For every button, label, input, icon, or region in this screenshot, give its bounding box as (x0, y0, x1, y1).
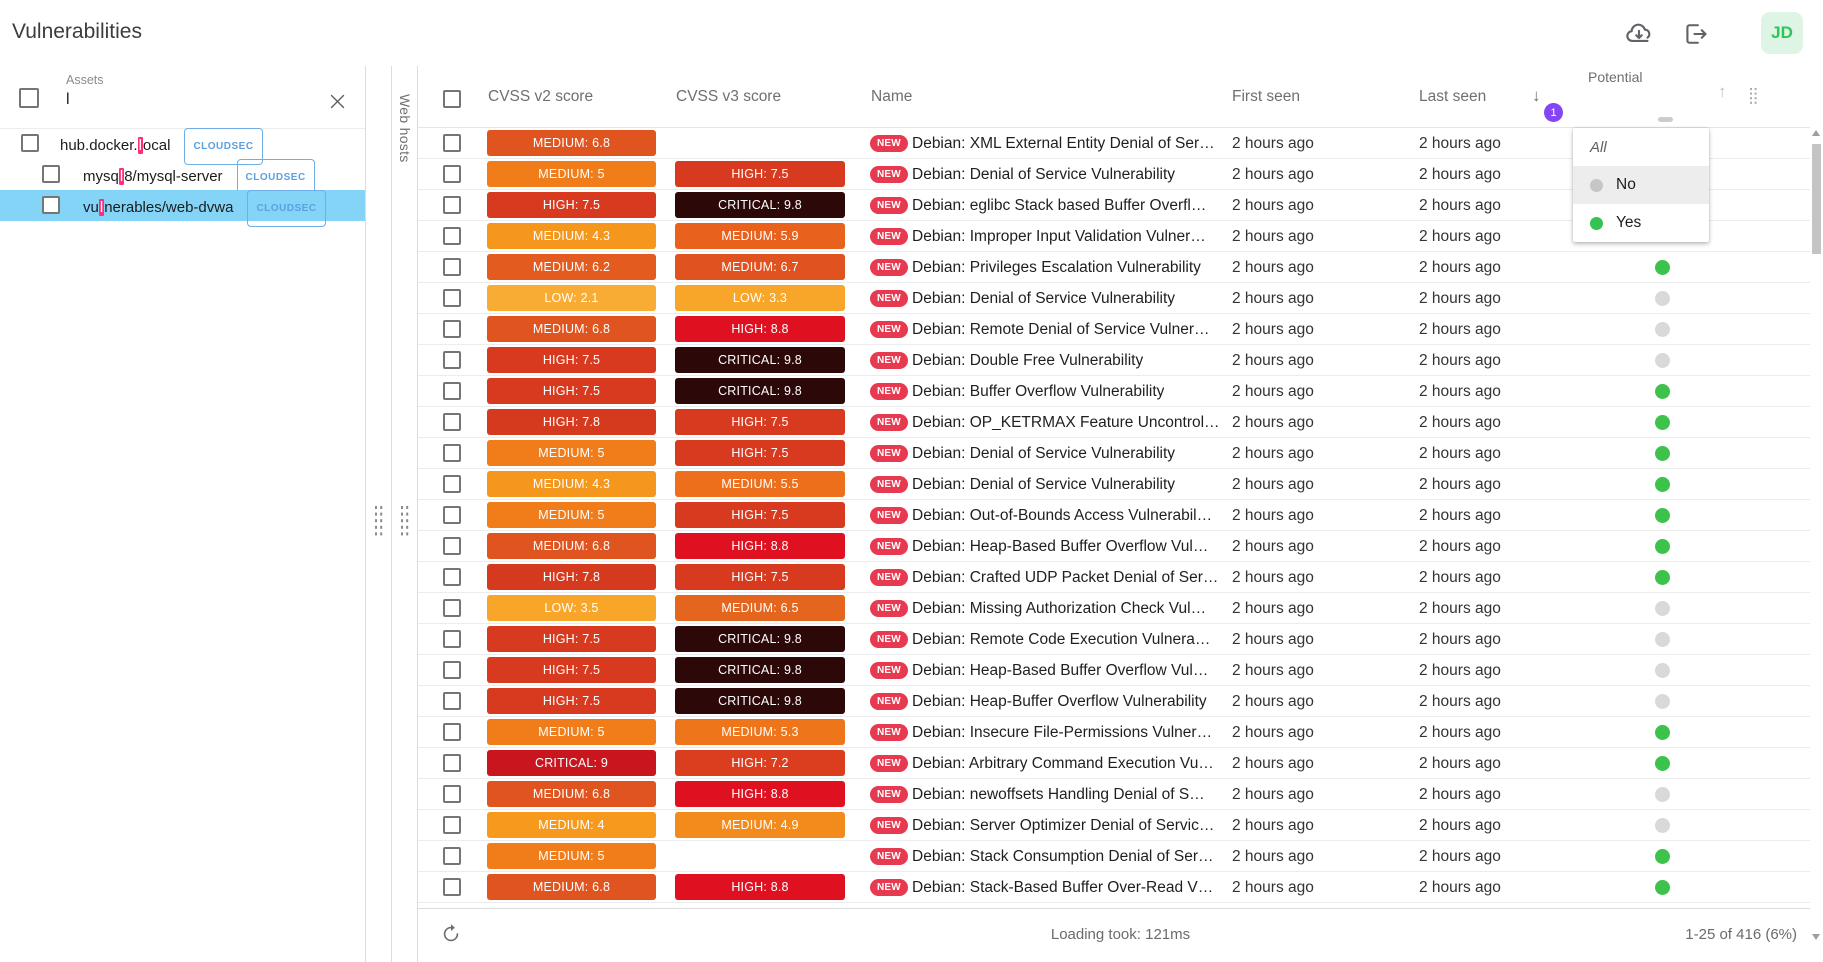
cvss-v2-badge: MEDIUM: 6.8 (487, 874, 656, 900)
potential-filter-menu (1573, 128, 1709, 242)
vulnerability-name: Debian: Double Free Vulnerability (912, 352, 1144, 369)
new-badge: NEW (870, 228, 908, 245)
column-grip-icon[interactable] (1750, 88, 1757, 105)
potential-dot (1655, 694, 1670, 709)
first-seen-value: 2 hours ago (1232, 817, 1314, 834)
row-checkbox[interactable] (443, 630, 461, 648)
vulnerability-name: Debian: Denial of Service Vulnerability (912, 290, 1176, 307)
vulnerability-name: Debian: Remote Code Execution Vulnera… (912, 631, 1211, 648)
table-row[interactable] (418, 283, 1810, 314)
potential-dot (1655, 353, 1670, 368)
potential-dot (1655, 415, 1670, 430)
cvss-v3-badge: CRITICAL: 9.8 (675, 378, 845, 404)
table-row[interactable] (418, 376, 1810, 407)
col-header-name[interactable]: Name (871, 88, 913, 105)
first-seen-value: 2 hours ago (1232, 879, 1314, 896)
potential-dot (1655, 756, 1670, 771)
row-checkbox[interactable] (443, 134, 461, 152)
table-row[interactable] (418, 500, 1810, 531)
first-seen-value: 2 hours ago (1232, 414, 1314, 431)
last-seen-value: 2 hours ago (1419, 166, 1501, 183)
new-badge: NEW (870, 693, 908, 710)
last-seen-value: 2 hours ago (1419, 724, 1501, 741)
cvss-v2-badge: MEDIUM: 6.2 (487, 254, 656, 280)
row-checkbox[interactable] (443, 320, 461, 338)
potential-filter-option[interactable] (1573, 166, 1709, 204)
cvss-v2-badge: MEDIUM: 5 (487, 843, 656, 869)
asset-tree-item[interactable] (0, 190, 365, 221)
cvss-v2-badge: MEDIUM: 6.8 (487, 130, 656, 156)
potential-dot (1655, 260, 1670, 275)
first-seen-value: 2 hours ago (1232, 631, 1314, 648)
new-badge: NEW (870, 414, 908, 431)
potential-dot (1655, 818, 1670, 833)
row-checkbox[interactable] (443, 506, 461, 524)
potential-dot (1655, 725, 1670, 740)
scrollbar-up-arrow-icon[interactable] (1812, 130, 1820, 136)
cvss-v3-badge: HIGH: 7.2 (675, 750, 845, 776)
table-row[interactable] (418, 345, 1810, 376)
potential-dot (1655, 384, 1670, 399)
last-seen-value: 2 hours ago (1419, 321, 1501, 338)
cvss-v3-badge: CRITICAL: 9.8 (675, 192, 845, 218)
new-badge: NEW (870, 817, 908, 834)
last-seen-value: 2 hours ago (1419, 693, 1501, 710)
sort-descending-icon[interactable]: ↓ (1532, 86, 1541, 105)
cvss-v3-badge: HIGH: 7.5 (675, 440, 845, 466)
potential-dot (1655, 539, 1670, 554)
table-row[interactable] (418, 531, 1810, 562)
vulnerability-name: Debian: Arbitrary Command Execution Vu… (912, 755, 1214, 772)
vulnerability-name: Debian: Heap-Buffer Overflow Vulnerability (912, 693, 1207, 710)
row-checkbox[interactable] (443, 165, 461, 183)
cvss-v2-badge: MEDIUM: 5 (487, 502, 656, 528)
cvss-v3-badge: MEDIUM: 5.9 (675, 223, 845, 249)
cvss-v3-badge: CRITICAL: 9.8 (675, 657, 845, 683)
new-badge: NEW (870, 166, 908, 183)
splitter-grip-icon[interactable] (375, 506, 383, 536)
cvss-v3-badge: HIGH: 8.8 (675, 316, 845, 342)
new-badge: NEW (870, 507, 908, 524)
row-checkbox[interactable] (443, 258, 461, 276)
new-badge: NEW (870, 352, 908, 369)
cvss-v2-badge: MEDIUM: 4.3 (487, 471, 656, 497)
cvss-v3-badge: HIGH: 8.8 (675, 533, 845, 559)
first-seen-value: 2 hours ago (1232, 538, 1314, 555)
cvss-v2-badge: MEDIUM: 4.3 (487, 223, 656, 249)
last-seen-value: 2 hours ago (1419, 786, 1501, 803)
cvss-v3-badge: HIGH: 8.8 (675, 874, 845, 900)
last-seen-value: 2 hours ago (1419, 259, 1501, 276)
last-seen-value: 2 hours ago (1419, 228, 1501, 245)
web-hosts-panel-label: Web hosts (397, 94, 413, 163)
row-checkbox[interactable] (443, 692, 461, 710)
last-seen-value: 2 hours ago (1419, 352, 1501, 369)
last-seen-value: 2 hours ago (1419, 414, 1501, 431)
assets-filter-input[interactable] (66, 91, 306, 109)
first-seen-value: 2 hours ago (1232, 321, 1314, 338)
first-seen-value: 2 hours ago (1232, 352, 1314, 369)
row-checkbox[interactable] (443, 413, 461, 431)
splitter-grip-icon[interactable] (401, 506, 409, 536)
table-row[interactable] (418, 407, 1810, 438)
asset-label: mysql8/mysql-server CLOUDSEC (83, 159, 315, 196)
last-seen-value: 2 hours ago (1419, 755, 1501, 772)
cvss-v3-badge: MEDIUM: 6.7 (675, 254, 845, 280)
last-seen-value: 2 hours ago (1419, 662, 1501, 679)
new-badge: NEW (870, 724, 908, 741)
new-badge: NEW (870, 476, 908, 493)
cvss-v3-badge: HIGH: 7.5 (675, 161, 845, 187)
first-seen-value: 2 hours ago (1232, 693, 1314, 710)
cvss-v3-badge: HIGH: 7.5 (675, 502, 845, 528)
vulnerability-name: Debian: Improper Input Validation Vulner… (912, 228, 1206, 245)
scrollbar-thumb[interactable] (1812, 144, 1821, 254)
cvss-v2-badge: LOW: 3.5 (487, 595, 656, 621)
avatar[interactable]: JD (1761, 12, 1803, 54)
vulnerability-name: Debian: Remote Denial of Service Vulner… (912, 321, 1210, 338)
potential-dot (1655, 880, 1670, 895)
potential-dot (1655, 291, 1670, 306)
last-seen-value: 2 hours ago (1419, 538, 1501, 555)
cvss-v3-badge: LOW: 3.3 (675, 285, 845, 311)
clear-filter-icon[interactable] (326, 90, 348, 112)
cvss-v2-badge: MEDIUM: 6.8 (487, 316, 656, 342)
new-badge: NEW (870, 445, 908, 462)
row-checkbox[interactable] (443, 382, 461, 400)
last-seen-value: 2 hours ago (1419, 507, 1501, 524)
assets-tree (0, 128, 365, 221)
cvss-v3-badge: MEDIUM: 5.5 (675, 471, 845, 497)
table-row[interactable] (418, 655, 1810, 686)
cvss-v2-badge: HIGH: 7.5 (487, 192, 656, 218)
new-badge: NEW (870, 631, 908, 648)
first-seen-value: 2 hours ago (1232, 786, 1314, 803)
potential-dot (1655, 787, 1670, 802)
cvss-v3-badge: CRITICAL: 9.8 (675, 688, 845, 714)
row-checkbox[interactable] (443, 847, 461, 865)
vulnerability-name: Debian: Stack-Based Buffer Over-Read V… (912, 879, 1214, 896)
potential-dot (1655, 632, 1670, 647)
last-seen-value: 2 hours ago (1419, 848, 1501, 865)
cloud-download-icon[interactable] (1622, 17, 1656, 51)
vulnerability-name: Debian: Missing Authorization Check Vul… (912, 600, 1207, 617)
first-seen-value: 2 hours ago (1232, 755, 1314, 772)
first-seen-value: 2 hours ago (1232, 135, 1314, 152)
row-checkbox[interactable] (443, 878, 461, 896)
cvss-v2-badge: MEDIUM: 6.8 (487, 533, 656, 559)
table-row[interactable] (418, 841, 1810, 872)
cvss-v2-badge: MEDIUM: 6.8 (487, 781, 656, 807)
row-checkbox[interactable] (443, 723, 461, 741)
row-checkbox[interactable] (443, 816, 461, 834)
option-label: No (1616, 176, 1636, 193)
first-seen-value: 2 hours ago (1232, 476, 1314, 493)
last-seen-value: 2 hours ago (1419, 135, 1501, 152)
asset-label: vulnerables/web-dvwa CLOUDSEC (83, 190, 326, 227)
pagination-range: 1-25 of 416 (6%) (1685, 926, 1797, 943)
cvss-v2-badge: HIGH: 7.8 (487, 409, 656, 435)
col-header-last-seen[interactable]: Last seen (1419, 88, 1487, 105)
first-seen-value: 2 hours ago (1232, 724, 1314, 741)
table-row[interactable] (418, 779, 1810, 810)
new-badge: NEW (870, 135, 908, 152)
first-seen-value: 2 hours ago (1232, 569, 1314, 586)
page-title: Vulnerabilities (12, 20, 142, 43)
table-header (418, 66, 1810, 128)
first-seen-value: 2 hours ago (1232, 507, 1314, 524)
potential-filter-select[interactable] (1658, 117, 1673, 122)
cvss-v2-badge: HIGH: 7.5 (487, 378, 656, 404)
cvss-v2-badge: HIGH: 7.5 (487, 657, 656, 683)
first-seen-value: 2 hours ago (1232, 290, 1314, 307)
cvss-v2-badge: HIGH: 7.5 (487, 688, 656, 714)
col-header-cvss-v2[interactable]: CVSS v2 score (488, 88, 594, 105)
titlebar (0, 0, 1823, 66)
last-seen-value: 2 hours ago (1419, 476, 1501, 493)
cvss-v2-badge: LOW: 2.1 (487, 285, 656, 311)
cvss-v2-badge: CRITICAL: 9 (487, 750, 656, 776)
table-row[interactable] (418, 252, 1810, 283)
assets-sidebar (0, 66, 366, 962)
vulnerability-name: Debian: OP_KETRMAX Feature Uncontrol… (912, 414, 1220, 431)
col-header-potential[interactable]: Potential (1588, 69, 1643, 85)
table-row[interactable] (418, 872, 1810, 903)
vulnerability-name: Debian: Server Optimizer Denial of Servic… (912, 817, 1215, 834)
first-seen-value: 2 hours ago (1232, 445, 1314, 462)
last-seen-value: 2 hours ago (1419, 383, 1501, 400)
asset-tree-item[interactable] (0, 159, 365, 190)
vulnerability-name: Debian: XML External Entity Denial of Ser… (912, 135, 1215, 152)
assets-filter-label: Assets (66, 73, 104, 87)
vulnerability-name: Debian: newoffsets Handling Denial of S… (912, 786, 1205, 803)
cvss-v2-badge: MEDIUM: 5 (487, 440, 656, 466)
new-badge: NEW (870, 259, 908, 276)
select-all-checkbox[interactable] (19, 88, 39, 108)
last-seen-value: 2 hours ago (1419, 290, 1501, 307)
first-seen-value: 2 hours ago (1232, 848, 1314, 865)
vulnerability-name: Debian: Crafted UDP Packet Denial of Ser… (912, 569, 1219, 586)
last-seen-value: 2 hours ago (1419, 817, 1501, 834)
table-row[interactable] (418, 562, 1810, 593)
first-seen-value: 2 hours ago (1232, 383, 1314, 400)
first-seen-value: 2 hours ago (1232, 662, 1314, 679)
new-badge: NEW (870, 321, 908, 338)
option-dot-icon (1590, 179, 1603, 192)
col-header-first-seen[interactable]: First seen (1232, 88, 1301, 105)
loading-status: Loading took: 121ms (1050, 926, 1191, 943)
asset-source-badge: CLOUDSEC (237, 159, 315, 196)
new-badge: NEW (870, 786, 908, 803)
export-icon[interactable] (1678, 17, 1712, 51)
vertical-scrollbar[interactable] (1810, 66, 1823, 962)
select-all-rows-checkbox[interactable] (443, 90, 461, 108)
potential-dot (1655, 663, 1670, 678)
cvss-v2-badge: HIGH: 7.5 (487, 347, 656, 373)
vulnerability-name: Debian: Privileges Escalation Vulnerability (912, 259, 1201, 276)
new-badge: NEW (870, 290, 908, 307)
web-hosts-collapsed-panel (392, 66, 418, 962)
vulnerability-name: Debian: Heap-Based Buffer Overflow Vul… (912, 662, 1209, 679)
assets-filter-row (0, 66, 365, 129)
first-seen-value: 2 hours ago (1232, 600, 1314, 617)
vulnerability-name: Debian: eglibc Stack based Buffer Overfl… (912, 197, 1207, 214)
vulnerability-name: Debian: Heap-Based Buffer Overflow Vul… (912, 538, 1209, 555)
option-dot-icon (1590, 217, 1603, 230)
first-seen-value: 2 hours ago (1232, 166, 1314, 183)
table-row[interactable] (418, 469, 1810, 500)
cvss-v3-badge: MEDIUM: 5.3 (675, 719, 845, 745)
new-badge: NEW (870, 848, 908, 865)
vulnerability-name: Debian: Stack Consumption Denial of Ser… (912, 848, 1214, 865)
last-seen-value: 2 hours ago (1419, 600, 1501, 617)
vulnerability-name: Debian: Denial of Service Vulnerability (912, 476, 1176, 493)
column-up-arrow-icon[interactable]: ↑ (1718, 82, 1727, 101)
table-row[interactable] (418, 686, 1810, 717)
table-row[interactable] (418, 624, 1810, 655)
vulnerability-name: Debian: Out-of-Bounds Access Vulnerabil… (912, 507, 1213, 524)
panel-splitter (366, 66, 392, 962)
potential-dot (1655, 601, 1670, 616)
asset-label: hub.docker.local CLOUDSEC (60, 128, 263, 165)
row-checkbox[interactable] (443, 568, 461, 586)
table-row[interactable] (418, 717, 1810, 748)
new-badge: NEW (870, 197, 908, 214)
option-label: Yes (1616, 214, 1642, 231)
table-row[interactable] (418, 593, 1810, 624)
row-checkbox[interactable] (443, 754, 461, 772)
cvss-v3-badge: MEDIUM: 4.9 (675, 812, 845, 838)
row-checkbox[interactable] (443, 227, 461, 245)
row-checkbox[interactable] (443, 537, 461, 555)
potential-filter-option[interactable] (1573, 204, 1709, 242)
scrollbar-down-arrow-icon[interactable] (1812, 934, 1820, 940)
potential-dot (1655, 446, 1670, 461)
row-checkbox[interactable] (443, 785, 461, 803)
table-footer (418, 908, 1823, 962)
potential-dot (1655, 322, 1670, 337)
row-checkbox[interactable] (443, 289, 461, 307)
cvss-v3-badge: MEDIUM: 6.5 (675, 595, 845, 621)
potential-dot (1655, 849, 1670, 864)
row-checkbox[interactable] (443, 196, 461, 214)
potential-dot (1655, 508, 1670, 523)
table-row[interactable] (418, 314, 1810, 345)
asset-source-badge: CLOUDSEC (184, 128, 262, 165)
cvss-v3-badge: HIGH: 7.5 (675, 409, 845, 435)
first-seen-value: 2 hours ago (1232, 197, 1314, 214)
last-seen-value: 2 hours ago (1419, 879, 1501, 896)
row-checkbox[interactable] (443, 351, 461, 369)
potential-dot (1655, 570, 1670, 585)
new-badge: NEW (870, 600, 908, 617)
asset-checkbox[interactable] (42, 196, 60, 214)
asset-tree-item[interactable] (0, 128, 365, 159)
col-header-cvss-v3[interactable]: CVSS v3 score (676, 88, 782, 105)
cvss-v2-badge: MEDIUM: 5 (487, 719, 656, 745)
vulnerability-name: Debian: Insecure File-Permissions Vulner… (912, 724, 1213, 741)
vulnerability-name: Debian: Buffer Overflow Vulnerability (912, 383, 1165, 400)
potential-filter-option[interactable] (1573, 128, 1709, 166)
first-seen-value: 2 hours ago (1232, 228, 1314, 245)
cvss-v2-badge: HIGH: 7.5 (487, 626, 656, 652)
table-row[interactable] (418, 438, 1810, 469)
new-badge: NEW (870, 755, 908, 772)
cvss-v3-badge: CRITICAL: 9.8 (675, 626, 845, 652)
cvss-v3-badge: HIGH: 7.5 (675, 564, 845, 590)
asset-checkbox[interactable] (42, 165, 60, 183)
row-checkbox[interactable] (443, 599, 461, 617)
first-seen-value: 2 hours ago (1232, 259, 1314, 276)
asset-checkbox[interactable] (21, 134, 39, 152)
cvss-v3-badge: CRITICAL: 9.8 (675, 347, 845, 373)
asset-source-badge: CLOUDSEC (247, 190, 325, 227)
row-checkbox[interactable] (443, 444, 461, 462)
cvss-v3-badge: HIGH: 8.8 (675, 781, 845, 807)
last-seen-value: 2 hours ago (1419, 197, 1501, 214)
new-badge: NEW (870, 383, 908, 400)
new-badge: NEW (870, 569, 908, 586)
new-badge: NEW (870, 662, 908, 679)
table-row[interactable] (418, 810, 1810, 841)
option-label: All (1590, 138, 1607, 156)
last-seen-value: 2 hours ago (1419, 445, 1501, 462)
vulnerability-name: Debian: Denial of Service Vulnerability (912, 445, 1176, 462)
new-badge: NEW (870, 879, 908, 896)
cvss-v2-badge: HIGH: 7.8 (487, 564, 656, 590)
last-seen-value: 2 hours ago (1419, 569, 1501, 586)
row-checkbox[interactable] (443, 475, 461, 493)
row-checkbox[interactable] (443, 661, 461, 679)
vulnerability-name: Debian: Denial of Service Vulnerability (912, 166, 1176, 183)
new-badge: NEW (870, 538, 908, 555)
table-row[interactable] (418, 748, 1810, 779)
last-seen-value: 2 hours ago (1419, 631, 1501, 648)
cvss-v2-badge: MEDIUM: 5 (487, 161, 656, 187)
potential-dot (1655, 477, 1670, 492)
table-body (418, 128, 1810, 903)
cvss-v2-badge: MEDIUM: 4 (487, 812, 656, 838)
sort-order-badge: 1 (1544, 103, 1563, 122)
